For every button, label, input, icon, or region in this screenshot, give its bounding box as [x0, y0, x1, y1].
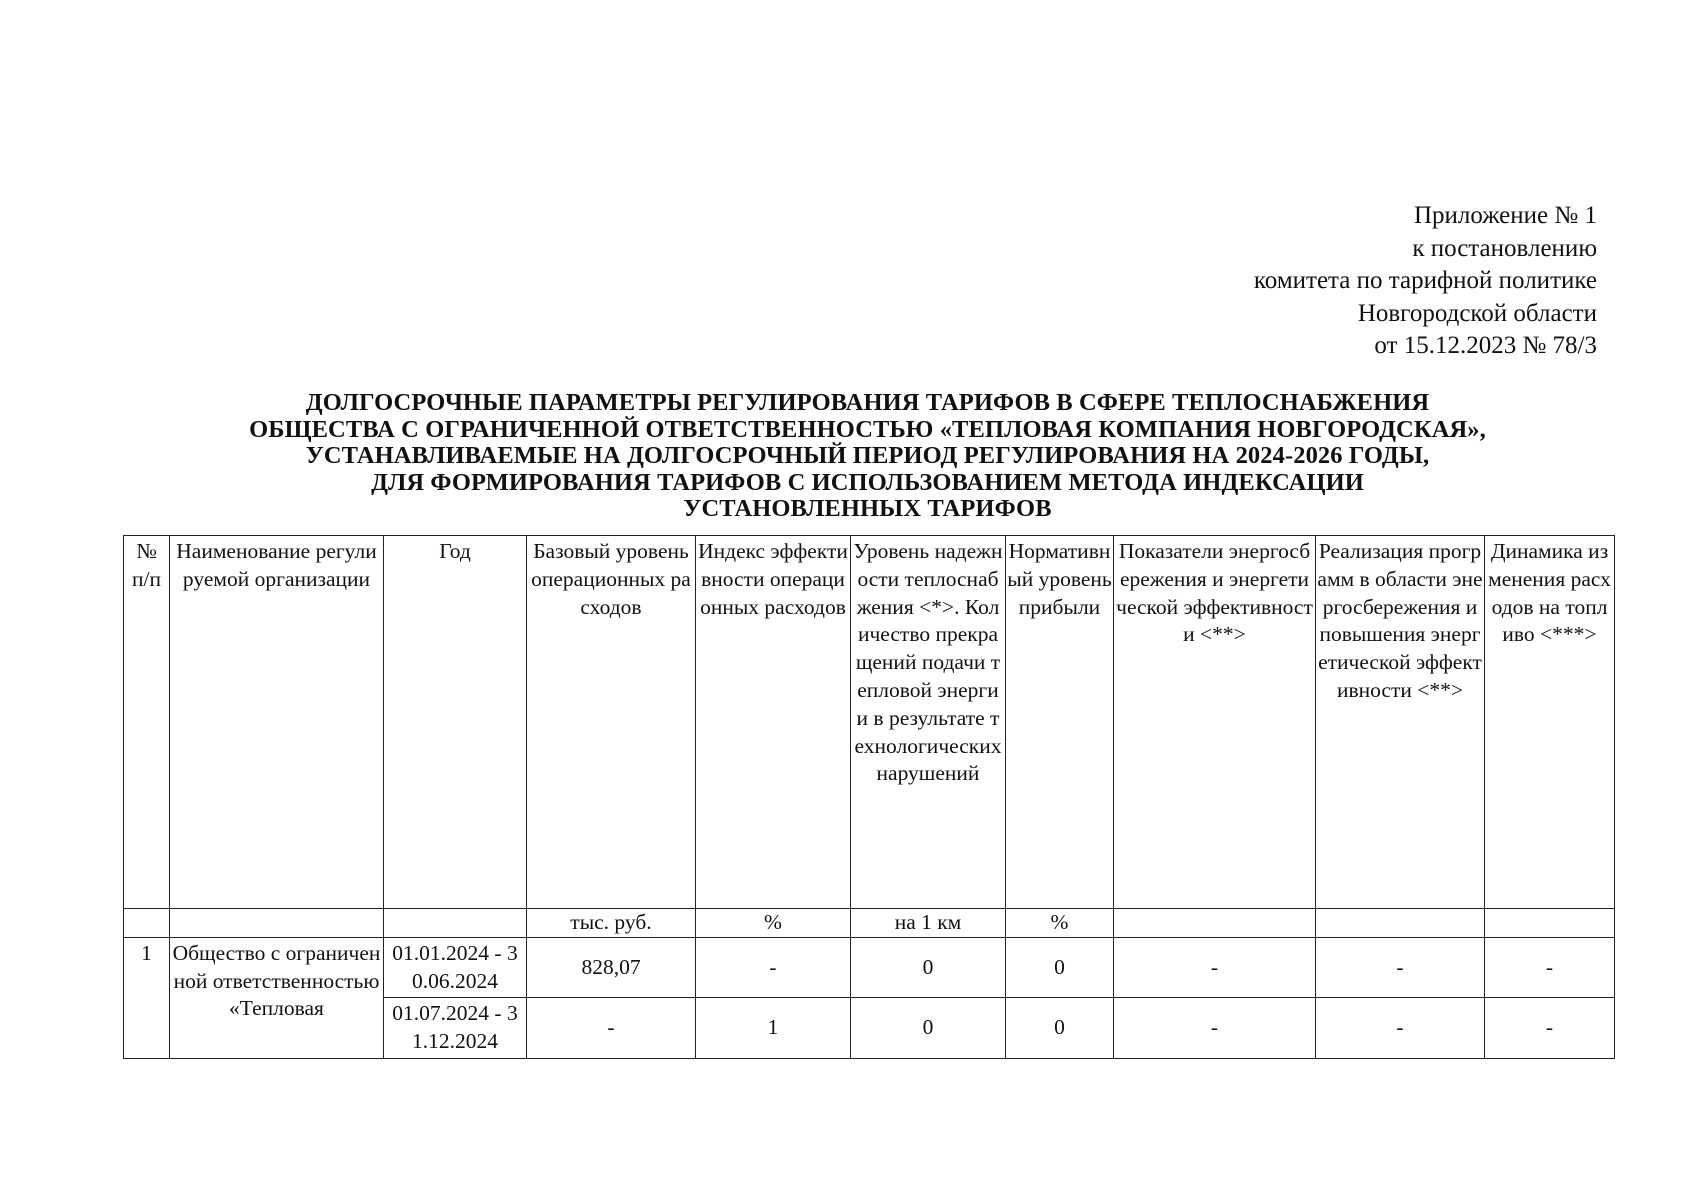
row-number-cell: 1 [124, 937, 170, 1058]
header-cell-year: Год [384, 536, 527, 909]
organization-cell: Общество с ограниченной ответственностью «Тепловая [170, 937, 384, 1058]
unit-cell [1316, 909, 1485, 938]
unit-cell [1114, 909, 1316, 938]
unit-cell: % [1006, 909, 1114, 938]
appendix-line: Новгородской области [1357, 299, 1597, 327]
reliability-cell: 0 [851, 998, 1006, 1059]
unit-cell: на 1 км [851, 909, 1006, 938]
header-cell-reliability: Уровень надежности теплоснабжения <*>. Количество прекращений подачи тепловой энергии в результате технологических нарушений [851, 536, 1006, 909]
efficiency-index-cell: 1 [696, 998, 851, 1059]
header-cell-fuel: Динамика изменения расходов на топливо <***> [1485, 536, 1615, 909]
profit-cell: 0 [1006, 998, 1114, 1059]
period-cell: 01.01.2024 - 30.06.2024 [384, 937, 527, 998]
unit-cell [1485, 909, 1615, 938]
profit-cell: 0 [1006, 937, 1114, 998]
base-level-cell: 828,07 [527, 937, 696, 998]
header-cell-efficiency-index: Индекс эффективности операционных расходов [696, 536, 851, 909]
header-cell-profit: Нормативный уровень прибыли [1006, 536, 1114, 909]
parameters-table [123, 535, 1615, 1059]
header-cell-number: № п/п [124, 536, 170, 909]
efficiency-index-cell: - [696, 937, 851, 998]
unit-cell: % [696, 909, 851, 938]
programs-cell: - [1316, 937, 1485, 998]
programs-cell: - [1316, 998, 1485, 1059]
appendix-line: комитета по тарифной политике [1253, 267, 1597, 294]
document-title [100, 390, 1635, 523]
unit-cell [124, 909, 170, 938]
title-line: ОБЩЕСТВА С ОГРАНИЧЕННОЙ ОТВЕТСТВЕННОСТЬЮ «ТЕПЛОВАЯ КОМПАНИЯ НОВГОРОДСКАЯ», [249, 415, 1486, 443]
reliability-cell: 0 [851, 937, 1006, 998]
fuel-cell: - [1485, 998, 1615, 1059]
table-row [124, 937, 1615, 998]
appendix-line: к постановлению [1412, 234, 1597, 262]
title-line: УСТАНОВЛЕННЫХ ТАРИФОВ [683, 495, 1052, 522]
header-row [124, 536, 1615, 909]
appendix-block [1254, 200, 1597, 363]
title-line: УСТАНАВЛИВАЕМЫЕ НА ДОЛГОСРОЧНЫЙ ПЕРИОД РЕГУЛИРОВАНИЯ НА 2024-2026 ГОДЫ, [305, 442, 1430, 469]
title-line: ДОЛГОСРОЧНЫЕ ПАРАМЕТРЫ РЕГУЛИРОВАНИЯ ТАРИФОВ В СФЕРЕ ТЕПЛОСНАБЖЕНИЯ [305, 389, 1430, 416]
fuel-cell: - [1485, 937, 1615, 998]
appendix-line: Приложение № 1 [1413, 202, 1597, 229]
base-level-cell: - [527, 998, 696, 1059]
period-cell: 01.07.2024 - 31.12.2024 [384, 998, 527, 1059]
energy-indicators-cell: - [1114, 937, 1316, 998]
unit-cell [170, 909, 384, 938]
header-cell-organization: Наименование регулируемой организации [170, 536, 384, 909]
header-cell-base-level: Базовый уровень операционных расходов [527, 536, 696, 909]
header-cell-energy-indicators: Показатели энергосбережения и энергетической эффективности <**> [1114, 536, 1316, 909]
title-line: ДЛЯ ФОРМИРОВАНИЯ ТАРИФОВ С ИСПОЛЬЗОВАНИЕМ МЕТОДА ИНДЕКСАЦИИ [371, 468, 1364, 496]
units-row [124, 909, 1615, 938]
unit-cell [384, 909, 527, 938]
energy-indicators-cell: - [1114, 998, 1316, 1059]
appendix-line: от 15.12.2023 № 78/3 [1374, 332, 1597, 359]
unit-cell: тыс. руб. [527, 909, 696, 938]
header-cell-programs: Реализация программ в области энергосбережения и повышения энергетической эффективности <**> [1316, 536, 1485, 909]
